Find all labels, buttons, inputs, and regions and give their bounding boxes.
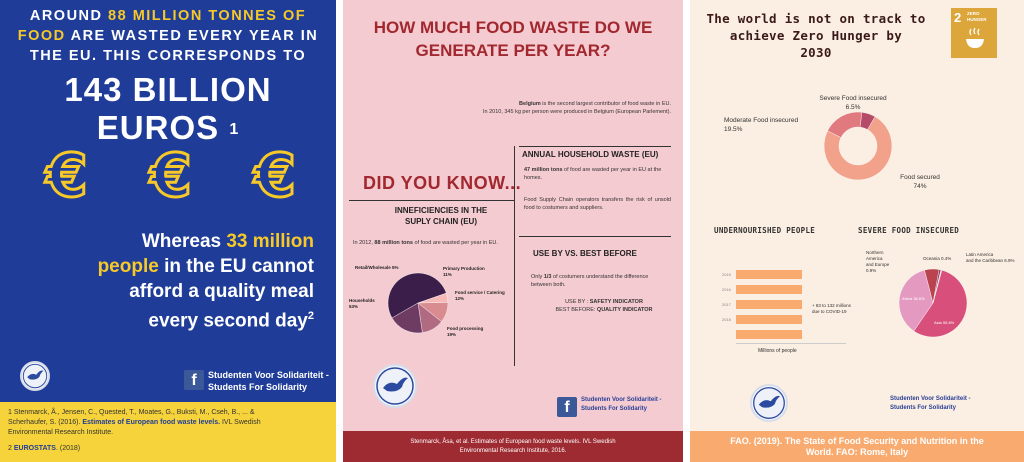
panel-eu-food-waste <box>0 0 336 462</box>
reference-1 <box>8 408 328 438</box>
statement-text-4: every second day <box>148 310 308 332</box>
ref1-authors: 1 Stenmarck, Å., Jensen, C., Quested, T., Moates, G., Buksti, M., Cseh, B., ... & <box>8 409 255 416</box>
ineff-bold: 88 million tons <box>374 240 413 246</box>
sdg-label-2: HUNGER <box>967 16 987 22</box>
use-by-label: USE BY : <box>565 299 590 305</box>
statement-highlight-people: people <box>97 256 159 277</box>
use-by-text <box>531 273 669 289</box>
facebook-icon[interactable]: f <box>557 397 577 417</box>
title-line-2: achieve Zero Hunger by <box>729 28 903 43</box>
title-line-2: GENERATE PER YEAR? <box>415 41 611 60</box>
inefficiencies-heading-2: SUPLY CHAIN (EU) <box>404 217 477 226</box>
source-footer <box>343 431 683 462</box>
ref1-title: Estimates of European food waste levels. <box>82 419 221 426</box>
pie-label-primary: Primary Production 11% <box>443 266 485 277</box>
annual-heading: ANNUAL HOUSEHOLD WASTE (EU) <box>522 150 659 159</box>
title-line-1: The world is not on track to <box>706 11 926 26</box>
statement-text: Whereas <box>141 231 227 252</box>
bar <box>736 270 802 279</box>
panel2-title <box>343 16 683 62</box>
severe-insecured-pie-chart <box>896 266 970 340</box>
label-moderate <box>724 116 814 134</box>
divider <box>519 236 671 237</box>
organisation-name <box>208 369 329 393</box>
source-line-2: World. FAO: Rome, Italy <box>805 447 909 457</box>
bar <box>736 330 802 339</box>
label-moderate-name: Moderate Food insecured <box>724 117 799 124</box>
belgium-text: is the second largest contributor of food waste in EU. <box>540 101 671 107</box>
heading-highlight-food: FOOD <box>17 28 66 44</box>
divider <box>519 146 671 147</box>
annual-text <box>524 166 671 182</box>
use-bold: 1/3 <box>543 274 552 280</box>
label-secured-name: Food secured <box>900 174 940 181</box>
bar-year-label: 2015 <box>722 272 731 277</box>
inefficiencies-heading-1: INNEFICIENCIES IN THE <box>394 206 488 215</box>
dove-logo-icon <box>20 361 50 391</box>
org-line-2: Students For Solidarity <box>581 406 648 412</box>
use-rest: of costumers understand the difference between both. <box>531 274 649 288</box>
heading-text-3: THE EU. THIS CORRESPONDS TO <box>29 48 307 64</box>
title-line-1: HOW MUCH FOOD WASTE DO WE <box>373 18 653 37</box>
references-footer <box>0 402 336 462</box>
sdg-badge <box>951 8 997 58</box>
heading-text: AROUND <box>29 8 109 24</box>
label-asia: Asia 55.6% <box>934 320 955 325</box>
inefficiencies-heading <box>371 205 511 227</box>
ref1-publisher: IVL Swedish <box>220 419 261 426</box>
statement-text-2: in the EU cannot <box>158 256 314 277</box>
severe-insecured-heading: SEVERE FOOD INSECURED <box>858 226 960 235</box>
northern-3: and Europe <box>866 262 890 267</box>
org-line-1: Studenten Voor Solidariteit - <box>890 396 971 402</box>
label-africa: Africa 36.6% <box>902 296 925 301</box>
hunger-statement <box>64 229 314 333</box>
euro-icon: € <box>150 141 192 211</box>
euro-icons <box>46 141 296 211</box>
org-line-1: Studenten Voor Solidariteit - <box>208 370 329 380</box>
panel3-title <box>696 10 936 61</box>
panel-zero-hunger <box>690 0 1024 462</box>
ref2-year: . (2018) <box>55 445 81 452</box>
dove-logo-icon <box>750 384 788 422</box>
latam-1: Latin America <box>966 252 994 257</box>
covid-note-1: + 83 to 132 millions <box>812 303 851 308</box>
use-pre: Only <box>531 274 544 280</box>
heading-highlight: 88 MILLION TONNES OF <box>108 8 307 24</box>
dove-logo-icon <box>373 364 417 408</box>
ref1-authors-2: Scherhaufer, S. (2016). <box>8 419 83 426</box>
bar <box>736 285 802 294</box>
org-line-2: Students For Solidarity <box>208 382 308 392</box>
use-by-indicators <box>539 298 669 314</box>
belgium-fact <box>373 100 671 116</box>
best-before-label: BEST BEFORE: <box>555 307 597 313</box>
divider <box>349 200 514 201</box>
covid-note-2: due to COVID-19 <box>812 309 847 314</box>
sdg-number: 2 <box>954 10 962 25</box>
pie-label-processing: Food processing 19% <box>447 326 484 337</box>
facebook-icon[interactable]: f <box>184 370 204 390</box>
bar <box>736 300 802 309</box>
label-severe-value: 6.5% <box>845 104 861 111</box>
label-latin-america <box>966 252 1015 264</box>
sdg-label <box>967 11 987 22</box>
label-northern-america <box>866 250 889 274</box>
heading-text-2: ARE WASTED EVERY YEAR IN <box>65 28 319 44</box>
org-line-2: Students For Solidarity <box>890 405 957 411</box>
source-line-1: FAO. (2019). The State of Food Security and Nutrition in the <box>730 436 984 446</box>
sdg-label-1: ZERO <box>967 11 980 16</box>
bar-year-label: 2018 <box>722 317 731 322</box>
statement-text-3: afford a quality meal <box>129 281 314 302</box>
label-oceania: Oceania 0.4% <box>923 256 952 261</box>
label-secured <box>890 173 950 191</box>
source-line-2: Environmental Research Institute, 2016. <box>459 448 567 454</box>
belgium-text-2: In 2010, 345 kg per person were produced in Belgium (European Parlement). <box>482 109 671 115</box>
ref1-publisher-2: Environmental Research Institute. <box>8 429 114 436</box>
title-line-3: 2030 <box>800 45 832 60</box>
organisation-name <box>581 396 662 414</box>
bar-axis <box>736 343 846 344</box>
euro-icon: € <box>254 141 296 211</box>
label-moderate-value: 19.5% <box>724 126 743 133</box>
big-unit-text: EUROS <box>96 109 220 146</box>
food-security-donut-chart <box>822 110 894 182</box>
northern-2: America <box>866 256 883 261</box>
pie-label-retail: Retail/Wholesale 5% <box>355 265 399 270</box>
undernourished-heading: UNDERNOURISHED PEOPLE <box>714 226 816 235</box>
covid-note <box>812 303 851 315</box>
bar-year-label: 2016 <box>722 287 731 292</box>
label-severe-name: Severe Food insecured <box>819 95 887 102</box>
inefficiencies-text <box>353 239 513 247</box>
belgium-bold: Belgium <box>519 101 541 107</box>
annual-text-2: Food Supply Chain operators transfers the risk of unsold food to costumers and suppliers. <box>524 197 671 211</box>
supply-chain-pie-chart <box>383 268 453 338</box>
reference-2 <box>8 444 328 454</box>
org-line-1: Studenten Voor Solidariteit - <box>581 397 662 403</box>
bowl-icon <box>964 25 986 53</box>
panel1-heading <box>8 6 328 66</box>
bar-axis-label: Millions of people <box>758 348 797 354</box>
annual-rest: of food are wasted per year in EU at the homes. <box>524 167 662 181</box>
footnote-ref-2: 2 <box>307 310 314 322</box>
use-by-heading: USE BY VS. BEST BEFORE <box>533 249 637 258</box>
big-number: 143 BILLION <box>64 71 272 108</box>
organisation-name <box>890 395 971 413</box>
label-severe <box>808 94 898 112</box>
euro-icon: € <box>46 141 88 211</box>
ref2-title: EUROSTATS <box>13 445 56 452</box>
northern-value: 0.9% <box>866 268 877 273</box>
panel-food-waste-per-year <box>343 0 683 462</box>
source-footer <box>690 431 1024 462</box>
did-you-know: DID YOU KNOW... <box>363 173 522 193</box>
ineff-rest: of food are wasted per year in EU. <box>412 240 498 246</box>
use-by-value: SAFETY INDICATOR <box>589 299 643 305</box>
best-before-value: QUALITY INDICATOR <box>596 307 653 313</box>
source-line-1: Stenmarck, Åsa, et al. Estimates of European food waste levels. IVL Swedish <box>410 439 616 445</box>
annual-bold: 47 million tons <box>524 167 563 173</box>
ref2-number: 2 <box>8 445 14 452</box>
footnote-ref-1: 1 <box>229 121 240 138</box>
bar <box>736 315 802 324</box>
ineff-pre: In 2012, <box>353 240 375 246</box>
statement-highlight: 33 million <box>226 231 314 252</box>
northern-1: Northern <box>866 250 884 255</box>
pie-label-households: Households 53% <box>349 298 375 309</box>
label-secured-value: 74% <box>913 183 927 190</box>
pie-label-food-service: Food service / Catering 12% <box>455 290 505 301</box>
bar-year-label: 2017 <box>722 302 731 307</box>
latam-2: and the Caribbean 6.9% <box>966 258 1015 263</box>
